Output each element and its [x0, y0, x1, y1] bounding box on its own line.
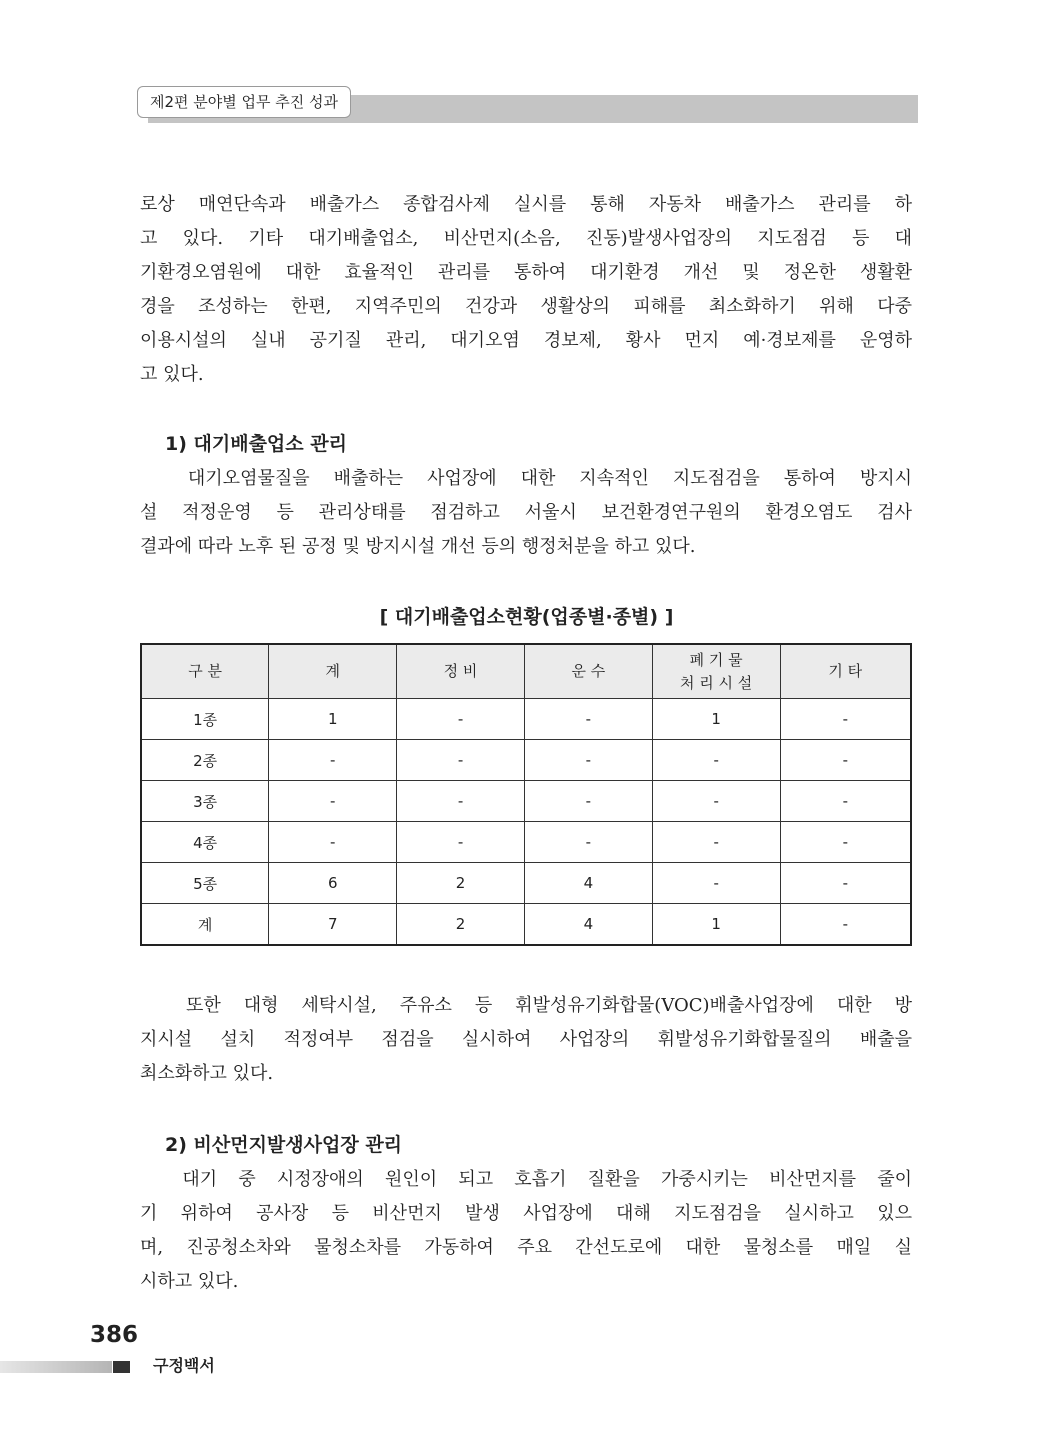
col-header-line: 폐 기 물 — [689, 650, 743, 669]
text-line: 고 있다. 기타 대기배출업소, 비산먼지(소음, 진동)발생사업장의 지도점검 등 대 — [140, 228, 912, 249]
text-line: 대기 중 시정장애의 원인이 되고 호흡기 질환을 가중시키는 비산먼지를 줄이 — [140, 1169, 912, 1190]
col-header: 정 비 — [397, 644, 525, 699]
text-line: 시하고 있다. — [140, 1271, 239, 1292]
table-cell: - — [524, 699, 652, 740]
table-cell: - — [524, 781, 652, 822]
text-line: 고 있다. — [140, 364, 204, 385]
table-row — [141, 822, 911, 863]
table-cell: - — [269, 781, 397, 822]
table-row — [141, 863, 911, 904]
table-cell: 4 — [524, 863, 652, 904]
table-cell: 4 — [524, 904, 652, 946]
emission-table — [140, 643, 912, 946]
table-cell: 2 — [397, 863, 525, 904]
table-row — [141, 781, 911, 822]
table-cell: 1 — [652, 904, 780, 946]
table-total-row — [141, 904, 911, 946]
col-header-line: 처 리 시 설 — [680, 673, 753, 692]
table-cell: 3종 — [141, 781, 269, 822]
text-line: 설 적정운영 등 관리상태를 점검하고 서울시 보건환경연구원의 환경오염도 검사 — [140, 502, 912, 523]
table-cell: 4종 — [141, 822, 269, 863]
table-cell: 1 — [269, 699, 397, 740]
table-cell: - — [780, 904, 911, 946]
section1-paragraph — [140, 462, 912, 564]
text-line: 며, 진공청소차와 물청소차를 가동하여 주요 간선도로에 대한 물청소를 매일 실 — [140, 1237, 912, 1258]
footer-bar — [0, 1361, 112, 1373]
footer-marker — [113, 1361, 130, 1373]
col-header: 구 분 — [141, 644, 269, 699]
table-cell: - — [397, 699, 525, 740]
table-cell: 6 — [269, 863, 397, 904]
table-cell: - — [524, 740, 652, 781]
intro-paragraph — [140, 188, 912, 392]
table-cell: 1종 — [141, 699, 269, 740]
col-header: 기 타 — [780, 644, 911, 699]
table-cell: - — [652, 740, 780, 781]
table-cell: - — [269, 822, 397, 863]
page-number: 386 — [90, 1322, 139, 1348]
book-title: 구정백서 — [153, 1356, 215, 1375]
text-line: 로상 매연단속과 배출가스 종합검사제 실시를 통해 자동차 배출가스 관리를 하 — [140, 194, 912, 215]
table-row — [141, 740, 911, 781]
table-cell: - — [397, 822, 525, 863]
text-line: 결과에 따라 노후 된 공정 및 방지시설 개선 등의 행정처분을 하고 있다. — [140, 536, 696, 557]
table-cell: 2종 — [141, 740, 269, 781]
col-header: 운 수 — [524, 644, 652, 699]
section-heading: 2) 비산먼지발생사업장 관리 — [165, 1134, 403, 1156]
table-cell: - — [397, 781, 525, 822]
table-cell: - — [780, 822, 911, 863]
text-line: 또한 대형 세탁시설, 주유소 등 휘발성유기화합물(VOC)배출사업장에 대한 방 — [140, 995, 912, 1016]
text-line: 지시설 설치 적정여부 점검을 실시하여 사업장의 휘발성유기화합물질의 배출을 — [140, 1029, 912, 1050]
text-line: 최소화하고 있다. — [140, 1063, 274, 1084]
text-line: 이용시설의 실내 공기질 관리, 대기오염 경보제, 황사 먼지 예·경보제를 운영하 — [140, 330, 912, 351]
voc-paragraph — [140, 989, 912, 1091]
table-cell: - — [269, 740, 397, 781]
chapter-tab: 제2편 분야별 업무 추진 성과 — [137, 86, 351, 118]
text-line: 경을 조성하는 한편, 지역주민의 건강과 생활상의 피해를 최소화하기 위해 다중 — [140, 296, 912, 317]
table-title: [ 대기배출업소현황(업종별·종별) ] — [379, 606, 674, 628]
col-header — [652, 644, 780, 699]
table-cell: 7 — [269, 904, 397, 946]
section-heading: 1) 대기배출업소 관리 — [165, 433, 347, 455]
table-cell: - — [652, 822, 780, 863]
col-header: 계 — [269, 644, 397, 699]
table-cell: 5종 — [141, 863, 269, 904]
table-cell: - — [780, 740, 911, 781]
table-header-row — [141, 644, 911, 699]
table-cell: - — [780, 699, 911, 740]
table-cell: 1 — [652, 699, 780, 740]
table-row — [141, 699, 911, 740]
table-cell: - — [780, 863, 911, 904]
table-cell: 계 — [141, 904, 269, 946]
table-cell: - — [397, 740, 525, 781]
text-line: 기환경오염원에 대한 효율적인 관리를 통하여 대기환경 개선 및 정온한 생활환 — [140, 262, 912, 283]
table-cell: - — [652, 781, 780, 822]
table-cell: - — [524, 822, 652, 863]
text-line: 대기오염물질을 배출하는 사업장에 대한 지속적인 지도점검을 통하여 방지시 — [140, 468, 912, 489]
table-cell: 2 — [397, 904, 525, 946]
table-cell: - — [780, 781, 911, 822]
section2-paragraph — [140, 1163, 912, 1299]
table-cell: - — [652, 863, 780, 904]
text-line: 기 위하여 공사장 등 비산먼지 발생 사업장에 대해 지도점검을 실시하고 있으 — [140, 1203, 912, 1224]
